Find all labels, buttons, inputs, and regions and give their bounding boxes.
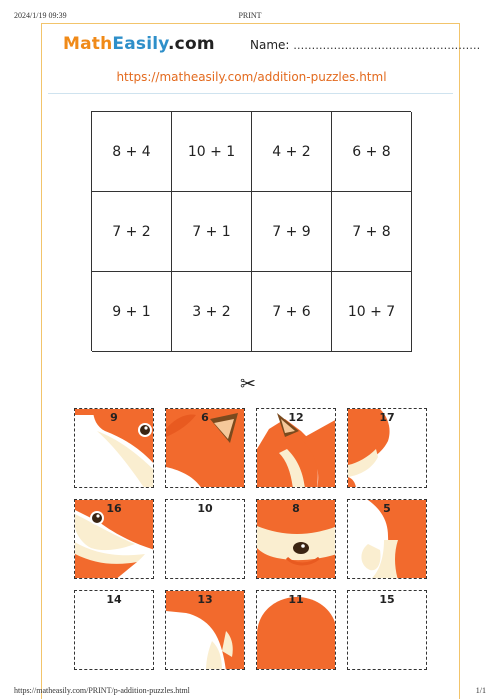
print-page-number: 1/1 [475,686,486,695]
puzzle-piece[interactable] [165,408,245,488]
piece-number: 12 [288,411,304,424]
puzzle-piece[interactable] [256,499,336,579]
puzzle-piece[interactable] [74,499,154,579]
piece-number: 8 [292,502,300,515]
name-label: Name: [250,38,290,52]
puzzle-piece[interactable] [256,408,336,488]
print-url: https://matheasily.com/PRINT/p-addition-puzzles.html [14,686,190,695]
logo-math: Math [63,34,113,54]
worksheet [41,23,481,699]
piece-number: 9 [110,411,118,424]
problem-cell: 4 + 2 [252,112,332,192]
problem-cell: 7 + 9 [252,192,332,272]
puzzle-piece[interactable] [347,408,427,488]
puzzle-piece[interactable] [256,590,336,670]
problem-cell: 10 + 1 [172,112,252,192]
puzzle-pieces [42,24,461,700]
name-blank: …………………………………………… [293,39,481,52]
piece-number: 6 [201,411,209,424]
piece-number: 16 [106,502,122,515]
puzzle-piece[interactable] [74,590,154,670]
piece-number: 14 [106,593,122,606]
piece-number: 11 [288,593,304,606]
problem-cell: 7 + 8 [332,192,412,272]
piece-number: 10 [197,502,213,515]
logo-easily: Easily [112,34,169,54]
problem-cell: 7 + 1 [172,192,252,272]
problem-cell: 9 + 1 [92,272,172,352]
worksheet-url[interactable]: https://matheasily.com/addition-puzzles.html [116,70,387,84]
piece-number: 17 [379,411,395,424]
problem-cell: 3 + 2 [172,272,252,352]
problem-cell: 10 + 7 [332,272,412,352]
puzzle-piece[interactable] [347,499,427,579]
problem-cell: 8 + 4 [92,112,172,192]
problem-cell: 7 + 2 [92,192,172,272]
print-title: PRINT [238,11,262,20]
puzzle-piece[interactable] [347,590,427,670]
scissors-icon: ✂ [240,373,256,395]
piece-number: 13 [197,593,213,606]
problem-cell: 7 + 6 [252,272,332,352]
logo-dotcom: .com [168,34,215,54]
piece-number: 5 [383,502,391,515]
puzzle-piece[interactable] [74,408,154,488]
problem-cell: 6 + 8 [332,112,412,192]
puzzle-piece[interactable] [165,590,245,670]
puzzle-piece[interactable] [165,499,245,579]
piece-number: 15 [379,593,395,606]
print-timestamp: 2024/1/19 09:39 [14,11,67,20]
